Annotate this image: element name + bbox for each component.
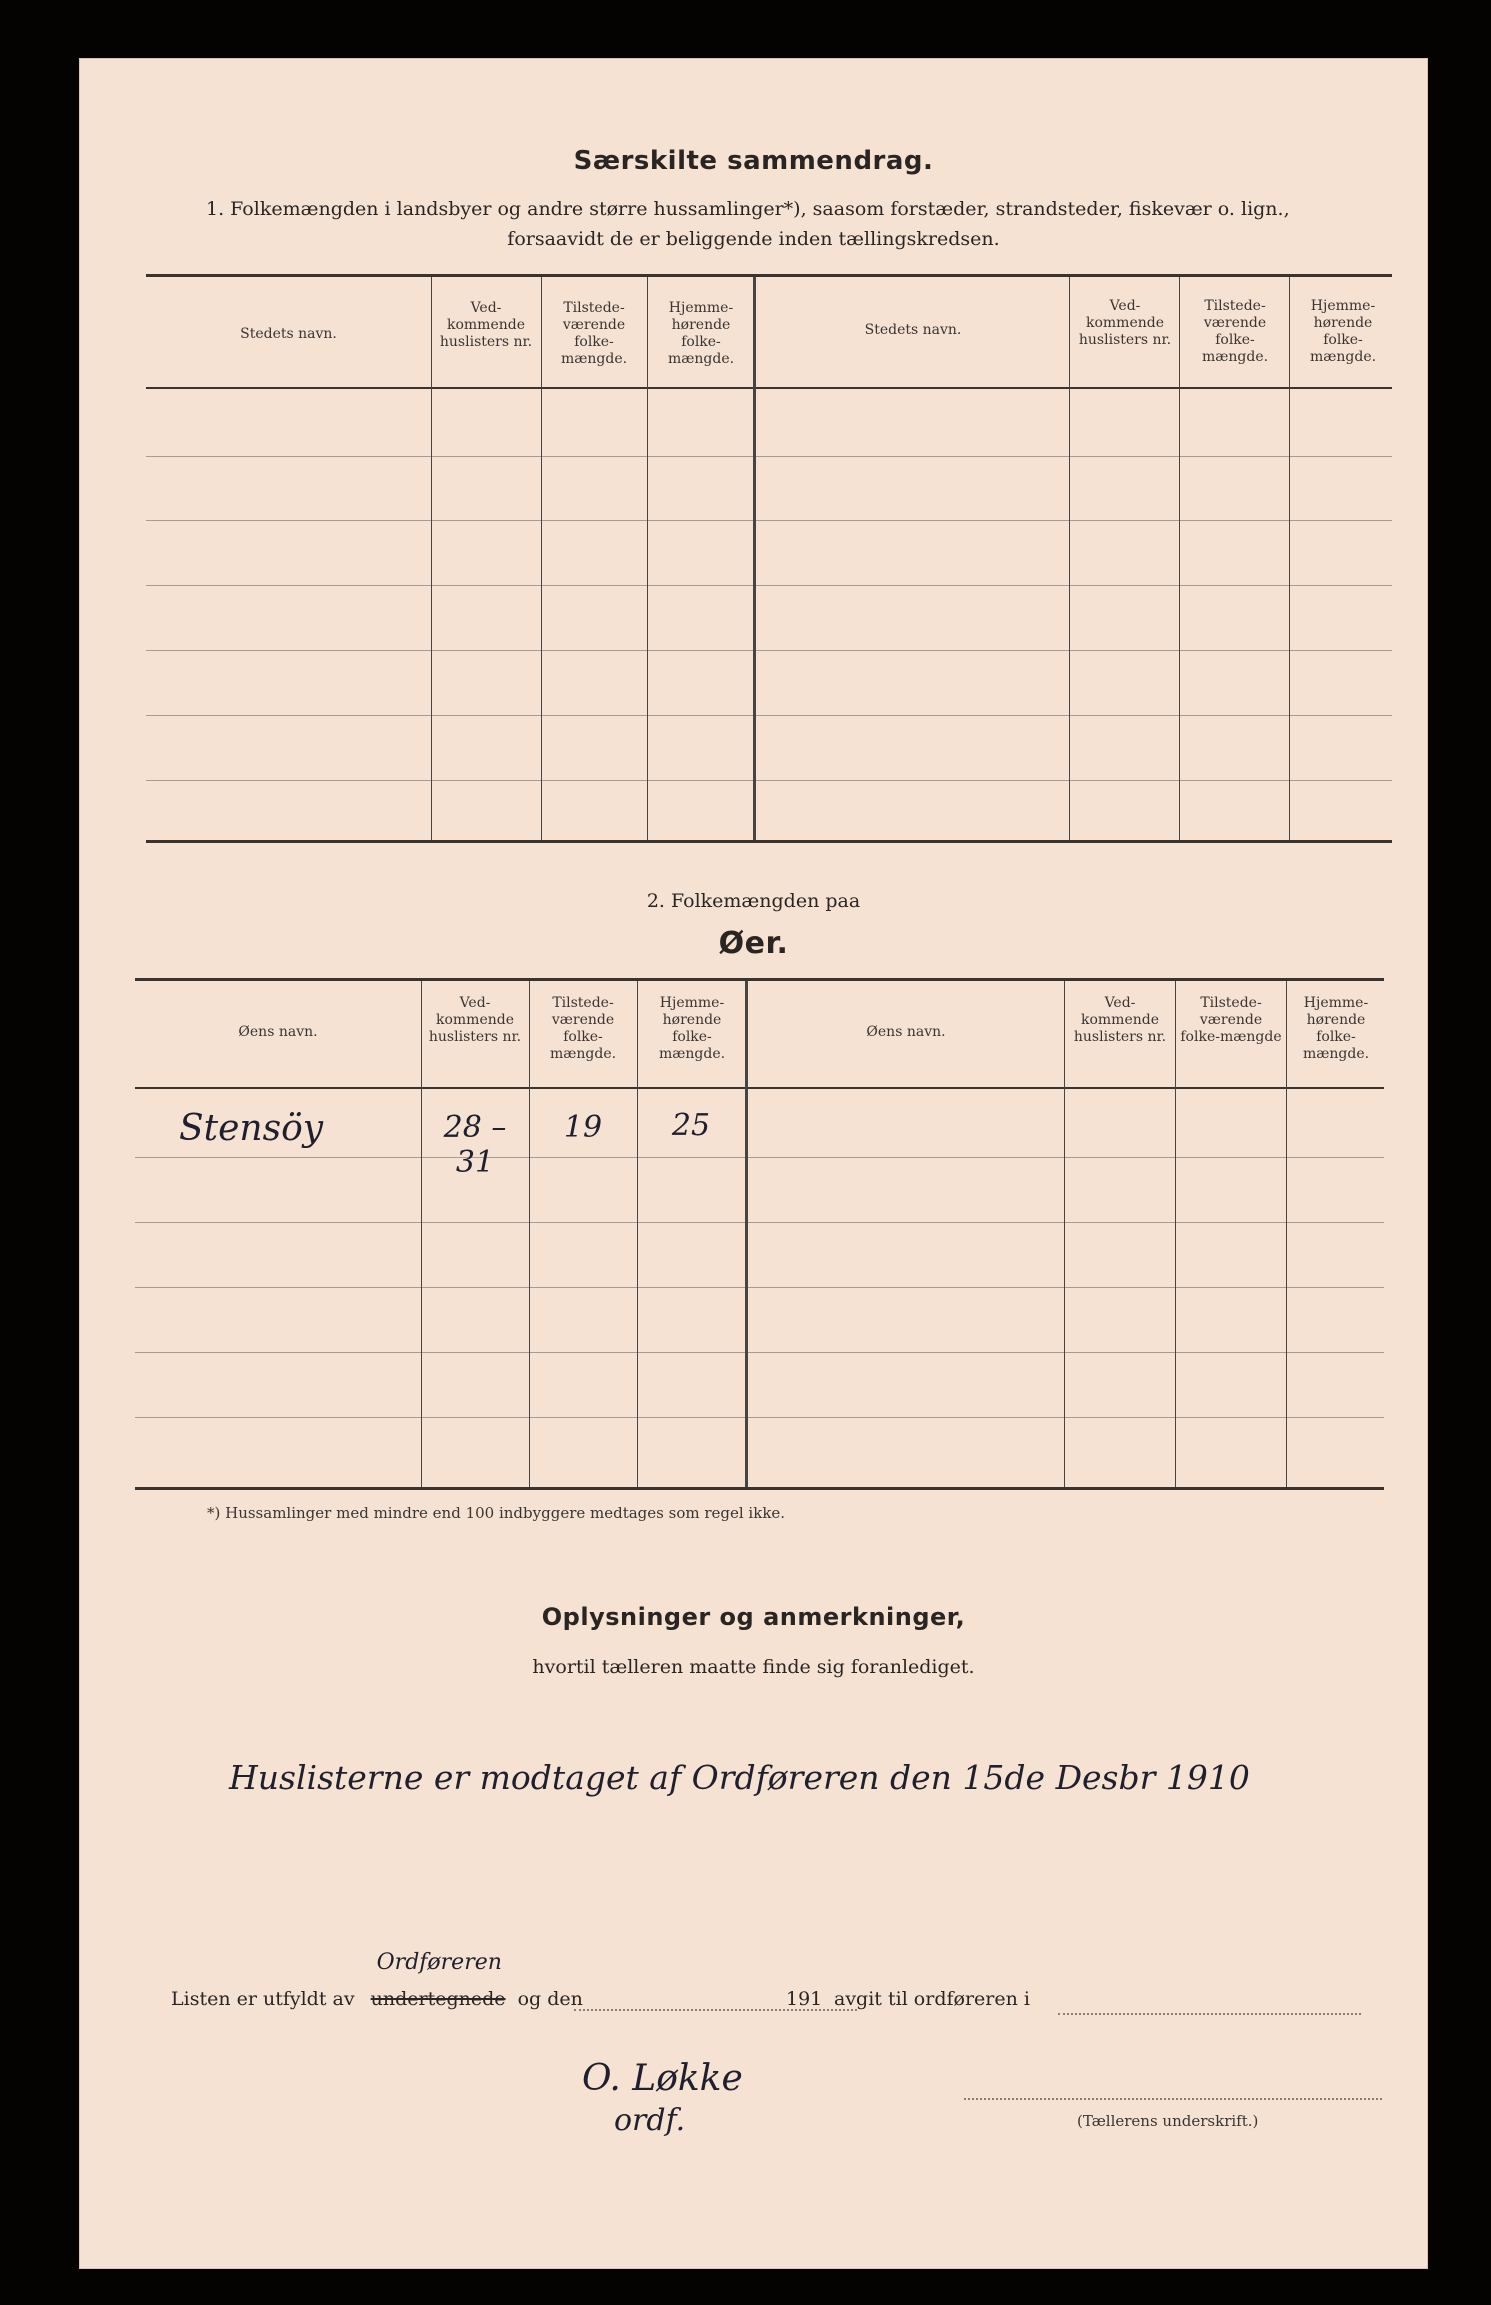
- signature-year: 191: [786, 1988, 823, 2010]
- remarks-handwritten: Huslisterne er modtaget af Ordføreren den 15de Desbr 1910: [229, 1758, 1250, 1797]
- island-name-cell: Stensöy: [179, 1108, 324, 1149]
- table-bottom-rule: [146, 840, 1392, 843]
- col-huslisters-nr-2: Ved-kommende huslisters nr.: [1078, 298, 1172, 348]
- col-tilstedevaerende: Tilstede-værende folke-mængde.: [560, 300, 628, 367]
- col-stedets-navn: Stedets navn.: [240, 326, 337, 342]
- signature-mid: og den: [517, 1988, 583, 2010]
- col-huslisters-nr: Ved-kommende huslisters nr.: [439, 300, 533, 350]
- section2-heading-large: Øer.: [718, 926, 789, 961]
- section1-intro-line2: forsaavidt de er beliggende inden tællingskredsen.: [507, 228, 1000, 250]
- remarks-title: Oplysninger og anmerkninger,: [541, 1603, 966, 1631]
- col-oe-hjemmehorende: Hjemme-hørende folke-mængde.: [658, 995, 726, 1062]
- col-oe-hjemmehorende-2: Hjemme-hørende folke-mængde.: [1302, 995, 1370, 1062]
- hjemme-cell: 25: [671, 1108, 711, 1143]
- table-top-rule: [146, 274, 1392, 277]
- signature-line: [171, 1950, 583, 2010]
- huslister-cell: 28 – 31: [443, 1110, 507, 1180]
- handwritten-title: ordf.: [614, 2103, 686, 2138]
- tilstede-cell: 19: [563, 1110, 603, 1145]
- handwritten-signature: O. Løkke: [582, 2058, 743, 2099]
- col-hjemmehorende-2: Hjemme-hørende folke-mængde.: [1309, 298, 1377, 365]
- col-tilstedevaerende-2: Tilstede-værende folke-mængde.: [1201, 298, 1269, 365]
- col-oe-tilstedevaerende-2: Tilstede-værende folke-mængde: [1180, 995, 1282, 1045]
- col-hjemmehorende: Hjemme-hørende folke-mængde.: [667, 300, 735, 367]
- signature-line-end: avgit til ordføreren i: [834, 1988, 1030, 2010]
- col-oens-navn: Øens navn.: [238, 1024, 318, 1040]
- section2-heading-small: 2. Folkemængden paa: [646, 890, 861, 912]
- footnote: *) Hussamlinger med mindre end 100 indbyggere medtages som regel ikke.: [207, 1504, 786, 1522]
- col-oe-tilstedevaerende: Tilstede-værende folke-mængde.: [549, 995, 617, 1062]
- remarks-subtitle: hvortil tælleren maatte finde sig foranlediget.: [532, 1656, 975, 1678]
- signature-prefix: Listen er utfyldt av: [171, 1988, 355, 2010]
- header-bottom-rule: [146, 387, 1392, 389]
- signature-caption: (Tællerens underskrift.): [1077, 2112, 1259, 2130]
- col-oe-huslisters-nr: Ved-kommende huslisters nr.: [428, 995, 522, 1045]
- inserted-word: Ordføreren: [376, 1950, 502, 1975]
- col-stedets-navn-2: Stedets navn.: [864, 322, 962, 338]
- col-oens-navn-2: Øens navn.: [866, 1024, 946, 1040]
- struck-word: undertegnede: [370, 1988, 506, 2010]
- census-form-page: [79, 58, 1428, 2269]
- section1-intro-line1: 1. Folkemængden i landsbyer og andre større hussamlinger*), saasom forstæder, strandsteder, fiskevær o. lign.,: [206, 198, 1290, 220]
- page-title: Særskilte sammendrag.: [573, 146, 934, 176]
- col-oe-huslisters-nr-2: Ved-kommende huslisters nr.: [1073, 995, 1167, 1045]
